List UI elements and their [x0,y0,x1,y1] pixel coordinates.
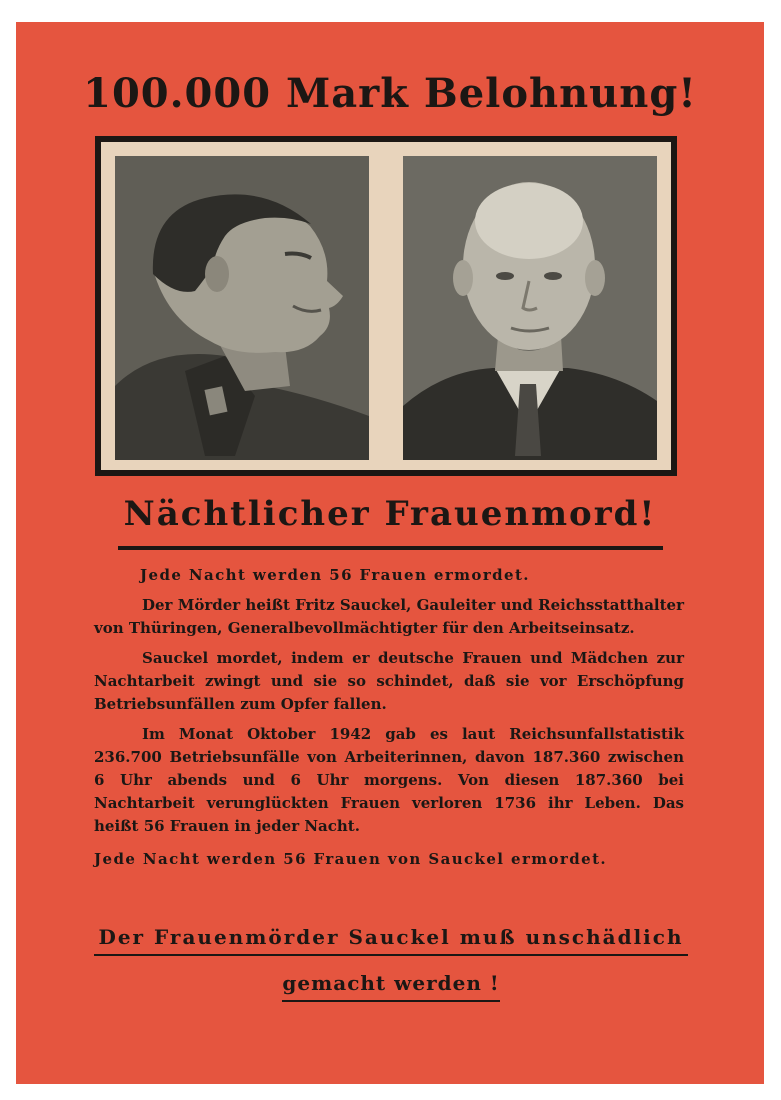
photo-frame [95,136,677,476]
subhead-underline [118,546,663,550]
call-line-2: gemacht werden ! [282,968,499,1002]
paragraph-statistics: Im Monat Oktober 1942 gab es laut Reichsunfallstatistik 236.700 Betriebsunfälle von Arbeiterinnen, davon 187.360 zwischen 6 Uhr abends und 6 Uhr morgens. Von diesen 187.360 bei Nachtarbeit verunglückten Frauen verloren 1736 ihr Leben. Das heißt 56 Frauen in jeder Nacht. [94,725,684,835]
leaflet-sheet [16,22,764,1084]
portrait-profile-photo [115,156,369,460]
reward-headline: 100.000 Mark Belohnung! [83,70,697,117]
call-line-1: Der Frauenmörder Sauckel muß unschädlich [94,922,688,956]
paragraph-closing: Jede Nacht werden 56 Frauen von Sauckel ermordet. [94,850,608,868]
body-text [94,564,684,878]
paragraph-method: Sauckel mordet, indem er deutsche Frauen und Mädchen zur Nachtarbeit zwingt und sie so schindet, daß sie vor Erschöpfung Betriebsunfällen zum Opfer fallen. [94,649,684,713]
portrait-frontal-photo [403,156,657,460]
paragraph-murderer: Der Mörder heißt Fritz Sauckel, Gauleiter und Reichsstatthalter von Thüringen, Generalbevollmächtigter für den Arbeitseinsatz. [94,596,684,637]
paragraph-intro: Jede Nacht werden 56 Frauen ermordet. [140,566,530,584]
photo-mat [101,142,671,470]
headline-night-murder: Nächtlicher Frauenmord! [123,494,657,534]
call-to-action [94,922,688,1002]
